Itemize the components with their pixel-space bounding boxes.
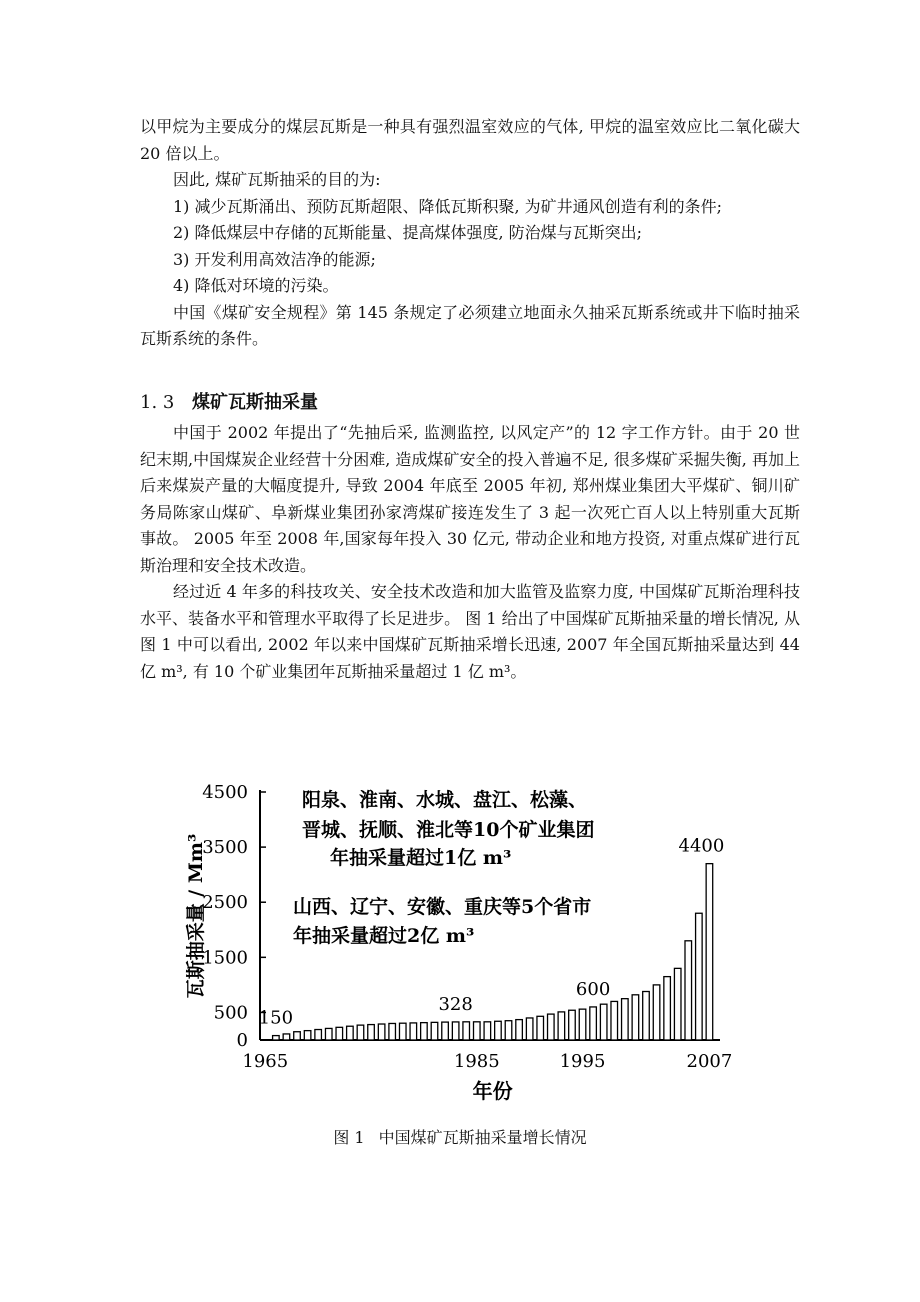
- bar-chart: [180, 760, 760, 1105]
- bar: [357, 1025, 364, 1040]
- bar: [410, 1023, 417, 1040]
- paragraph: 以甲烷为主要成分的煤层瓦斯是一种具有强烈温室效应的气体, 甲烷的温室效应比二氧化碳大 20 倍以上。: [140, 117, 800, 163]
- bar: [336, 1027, 343, 1040]
- paragraph: 经过近 4 年多的科技攻关、安全技术改造和加大监管及监察力度, 中国煤矿瓦斯治理科技水平、装备水平和管理水平取得了长足进步。 图 1 给出了中国煤矿瓦斯抽采量的增长情况, 从图 1 中可以看出, 2002 年以来中国煤矿瓦斯抽采增长迅速, 2007 年全国瓦斯抽采量达到 44 亿 m³, 有 10 个矿业集团年瓦斯抽采量超过 1 亿 m³。: [140, 582, 800, 681]
- bar: [611, 1001, 618, 1040]
- bar: [421, 1023, 428, 1040]
- data-label: 600: [575, 978, 611, 1000]
- x-tick-label: 1985: [453, 1051, 500, 1072]
- bar: [622, 999, 629, 1040]
- bar: [674, 968, 681, 1040]
- bar: [664, 977, 671, 1040]
- y-tick-label: 500: [213, 1002, 248, 1024]
- bar: [558, 1012, 565, 1040]
- bar: [548, 1014, 555, 1040]
- data-label: 328: [438, 993, 473, 1015]
- bar: [452, 1022, 459, 1040]
- annotation-text: 阳泉、淮南、水城、盘江、松藻、: [302, 789, 588, 811]
- section-number: 1. 3: [140, 392, 175, 413]
- bar: [315, 1030, 322, 1040]
- bar: [304, 1031, 311, 1040]
- bar: [463, 1022, 470, 1040]
- paragraph: 中国于 2002 年提出了“先抽后采, 监测监控, 以风定产”的 12 字工作方针。由于 20 世纪末期,中国煤炭企业经营十分困难, 造成煤矿安全的投入普遍不足, 很多煤矿采掘失衡, 再加上后来煤炭产量的大幅度提升, 导致 2004 年底至 2005 年初, 郑州煤业集团大平煤矿、铜川矿务局陈家山煤矿、阜新煤业集团孙家湾煤矿接连发生了 3 起一次死亡百人以上特别重大瓦斯事故。 2005 年至 2008 年,国家每年投入 30 亿元, 带动企业和地方投资, 对重点煤矿进行瓦斯治理和安全技术改造。: [140, 423, 800, 575]
- y-tick-label: 4500: [202, 782, 248, 803]
- bar: [431, 1022, 438, 1040]
- bar: [653, 985, 660, 1040]
- bar: [378, 1024, 385, 1040]
- bar: [273, 1036, 280, 1040]
- list-item: 4) 降低对环境的污染。: [173, 276, 339, 295]
- list-item: 1) 减少瓦斯涌出、预防瓦斯超限、降低瓦斯积聚, 为矿井通风创造有利的条件;: [173, 196, 723, 216]
- bar: [685, 941, 692, 1040]
- x-tick-label: 1965: [242, 1051, 289, 1072]
- bar: [347, 1026, 354, 1040]
- list-item: 2) 降低煤层中存储的瓦斯能量、提高煤体强度, 防治煤与瓦斯突出;: [173, 223, 643, 242]
- y-tick-label: 1500: [202, 947, 248, 969]
- bar: [283, 1034, 290, 1040]
- annotation-text: 晋城、抚顺、淮北等10个矿业集团: [302, 819, 595, 841]
- section-title: 煤矿瓦斯抽采量: [192, 392, 318, 413]
- figure-caption: [0, 1125, 920, 1148]
- bar: [442, 1022, 449, 1040]
- bar: [643, 992, 650, 1040]
- annotation-text: 年抽采量超过2亿 m³: [293, 925, 475, 947]
- y-tick-label: 3500: [202, 837, 248, 859]
- bar: [526, 1018, 533, 1040]
- figure: [180, 760, 760, 1105]
- bar: [484, 1022, 491, 1040]
- data-label: 4400: [678, 835, 725, 857]
- caption-text: 中国煤矿瓦斯抽采量增长情况: [378, 1128, 587, 1147]
- bar: [579, 1009, 586, 1040]
- bar: [537, 1016, 544, 1040]
- paragraph: 中国《煤矿安全规程》第 145 条规定了必须建立地面永久抽采瓦斯系统或井下临时抽采瓦斯系统的条件。: [140, 302, 800, 348]
- bar: [505, 1021, 512, 1040]
- list-item: 3) 开发利用高效洁净的能源;: [173, 249, 376, 269]
- y-tick-label: 2500: [202, 892, 248, 914]
- bar: [389, 1023, 396, 1040]
- bar: [495, 1021, 502, 1040]
- bar: [368, 1025, 375, 1040]
- bar: [600, 1004, 607, 1040]
- y-axis-label: 瓦斯抽采量 / Mm³: [185, 833, 207, 999]
- text-block-bottom: [140, 420, 800, 685]
- bar: [399, 1023, 406, 1040]
- bar: [632, 995, 639, 1040]
- bar: [706, 864, 713, 1040]
- bar: [516, 1020, 523, 1040]
- bar: [569, 1010, 576, 1040]
- bar: [294, 1032, 301, 1040]
- caption-number: 图 1: [333, 1128, 365, 1147]
- bar: [696, 913, 703, 1040]
- data-label: 150: [258, 1007, 294, 1029]
- section-heading: [140, 388, 318, 414]
- x-tick-label: 1995: [559, 1051, 606, 1072]
- paragraph: 因此, 煤矿瓦斯抽采的目的为:: [173, 170, 381, 189]
- annotation-text: 年抽采量超过1亿 m³: [330, 847, 512, 869]
- bar: [590, 1007, 597, 1040]
- x-axis-label: 年份: [472, 1079, 513, 1103]
- x-tick-label: 2007: [686, 1051, 733, 1072]
- annotation-text: 山西、辽宁、安徽、重庆等5个省市: [293, 896, 592, 918]
- bar: [474, 1022, 481, 1040]
- y-tick-label: 0: [236, 1030, 248, 1051]
- bar: [325, 1028, 332, 1040]
- text-block-top: [140, 114, 800, 353]
